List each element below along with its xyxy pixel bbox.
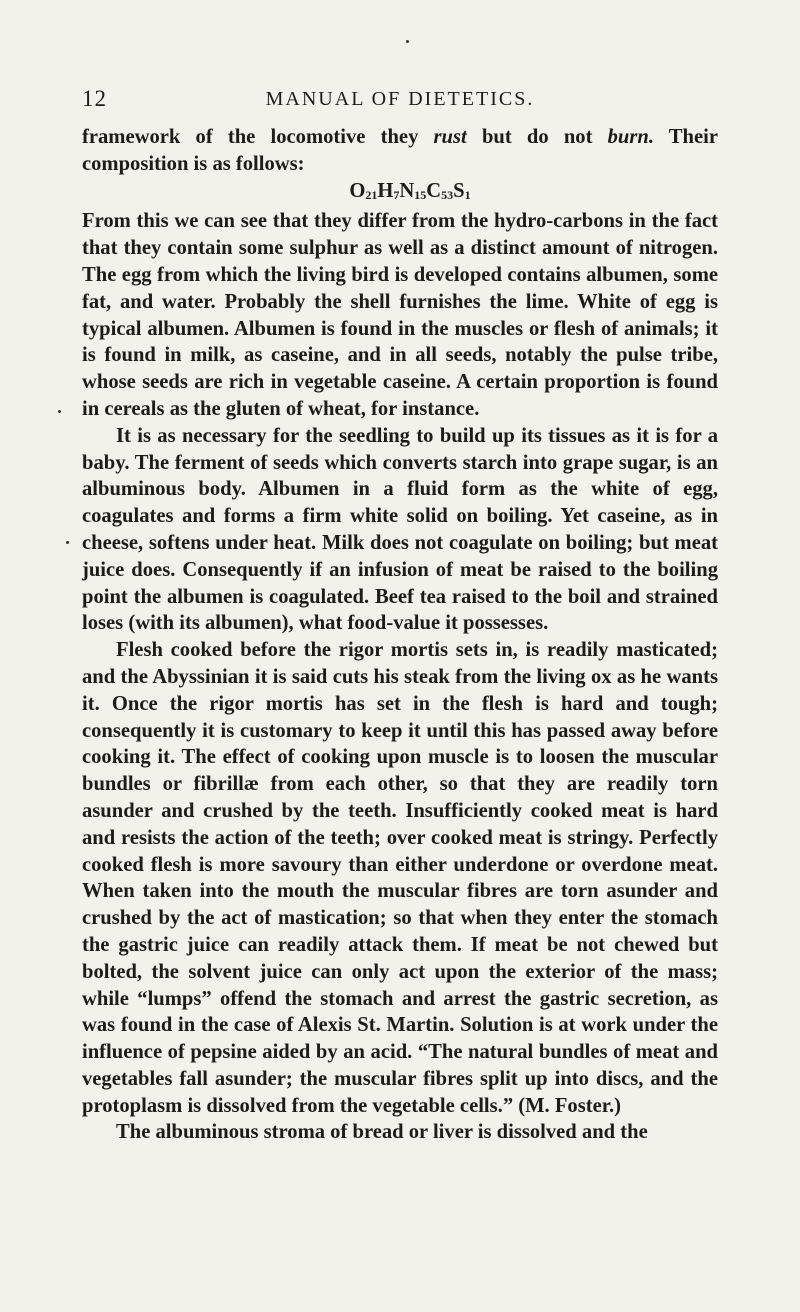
paragraph-albumen-sources: From this we can see that they differ from the hydro-carbons in the fact that they contain some sulphur as well as a distinct amount of nitrogen. The egg from which the living bird is developed contains albumen, some fat, and water. Probably the shell furnishes the lime. White of egg is typical albumen. Albumen is found in the muscles or flesh of animals; it is found in milk, as caseine, and in all seeds, notably the pulse tribe, whose seeds are rich in vegetable caseine. A certain proportion is found in cereals as the gluten of wheat, for instance. xyxy=(82,210,718,420)
print-speck xyxy=(406,40,409,43)
text-run: but do not xyxy=(466,126,608,148)
emphasis-rust: rust xyxy=(433,126,467,148)
print-speck xyxy=(66,541,69,544)
paragraph-cooking-meat: Flesh cooked before the rigor mortis sets in, is readily masticated; and the Abyssinian it is said cuts his steak from the living ox as he wants it. Once the rigor mortis has set in the flesh is hard and tough; consequently it is customary to keep it until this has passed away before cooking it. The effect of cooking upon muscle is to loosen the muscular bundles or fibrillæ from each other, so that they are readily torn asunder and crushed by the teeth. Insufficiently cooked meat is hard and resists the action of the teeth; over cooked meat is stringy. Perfectly cooked flesh is more savoury than either underdone or overdone meat. When taken into the mouth the muscular fibres are torn asunder and crushed by the act of mastication; so that when they enter the stomach the gastric juice can readily attack them. If meat be not chewed but bolted, the solvent juice can only act upon the exterior of the mass; while “lumps” offend the stomach and arrest the gastric secretion, as was found in the case of Alexis St. Martin. Solution is at work under the influence of pepsine aided by an acid. “The natural bundles of meat and vegetables fall asunder; the muscular fibres split up into discs, and the protoplasm is dissolved from the vegetable cells.” (M. Foster.) xyxy=(82,639,718,1117)
paragraph-stroma: The albuminous stroma of bread or liver is dissolved and the xyxy=(116,1121,648,1144)
body-text xyxy=(82,124,718,1146)
print-speck xyxy=(58,410,61,413)
page-number: 12 xyxy=(82,86,107,111)
paragraph-composition xyxy=(82,124,718,178)
text-run: framework of the locomotive they xyxy=(82,126,434,148)
paragraph-coagulation: It is as necessary for the seedling to build up its tissues as it is for a baby. The ferment of seeds which converts starch into grape sugar, is an albuminous body. Albumen in a fluid form as the white of egg, coagulates and forms a firm white solid on boiling. Yet caseine, as in cheese, softens under heat. Milk does not coagulate on boiling; but meat juice does. Consequently if an infusion of meat be raised to the boiling point the albumen is coagulated. Beef tea raised to the boil and strained loses (with its albumen), what food-value it possesses. xyxy=(82,424,718,635)
chemical-formula: $O_{21}H_7N_{15}C_{53}S_1$ xyxy=(349,179,471,202)
running-head xyxy=(82,86,718,118)
emphasis-burn: burn. xyxy=(607,126,654,148)
running-title: MANUAL OF DIETETICS. xyxy=(265,88,535,110)
text-run: Their composition is as follows: xyxy=(82,126,719,175)
